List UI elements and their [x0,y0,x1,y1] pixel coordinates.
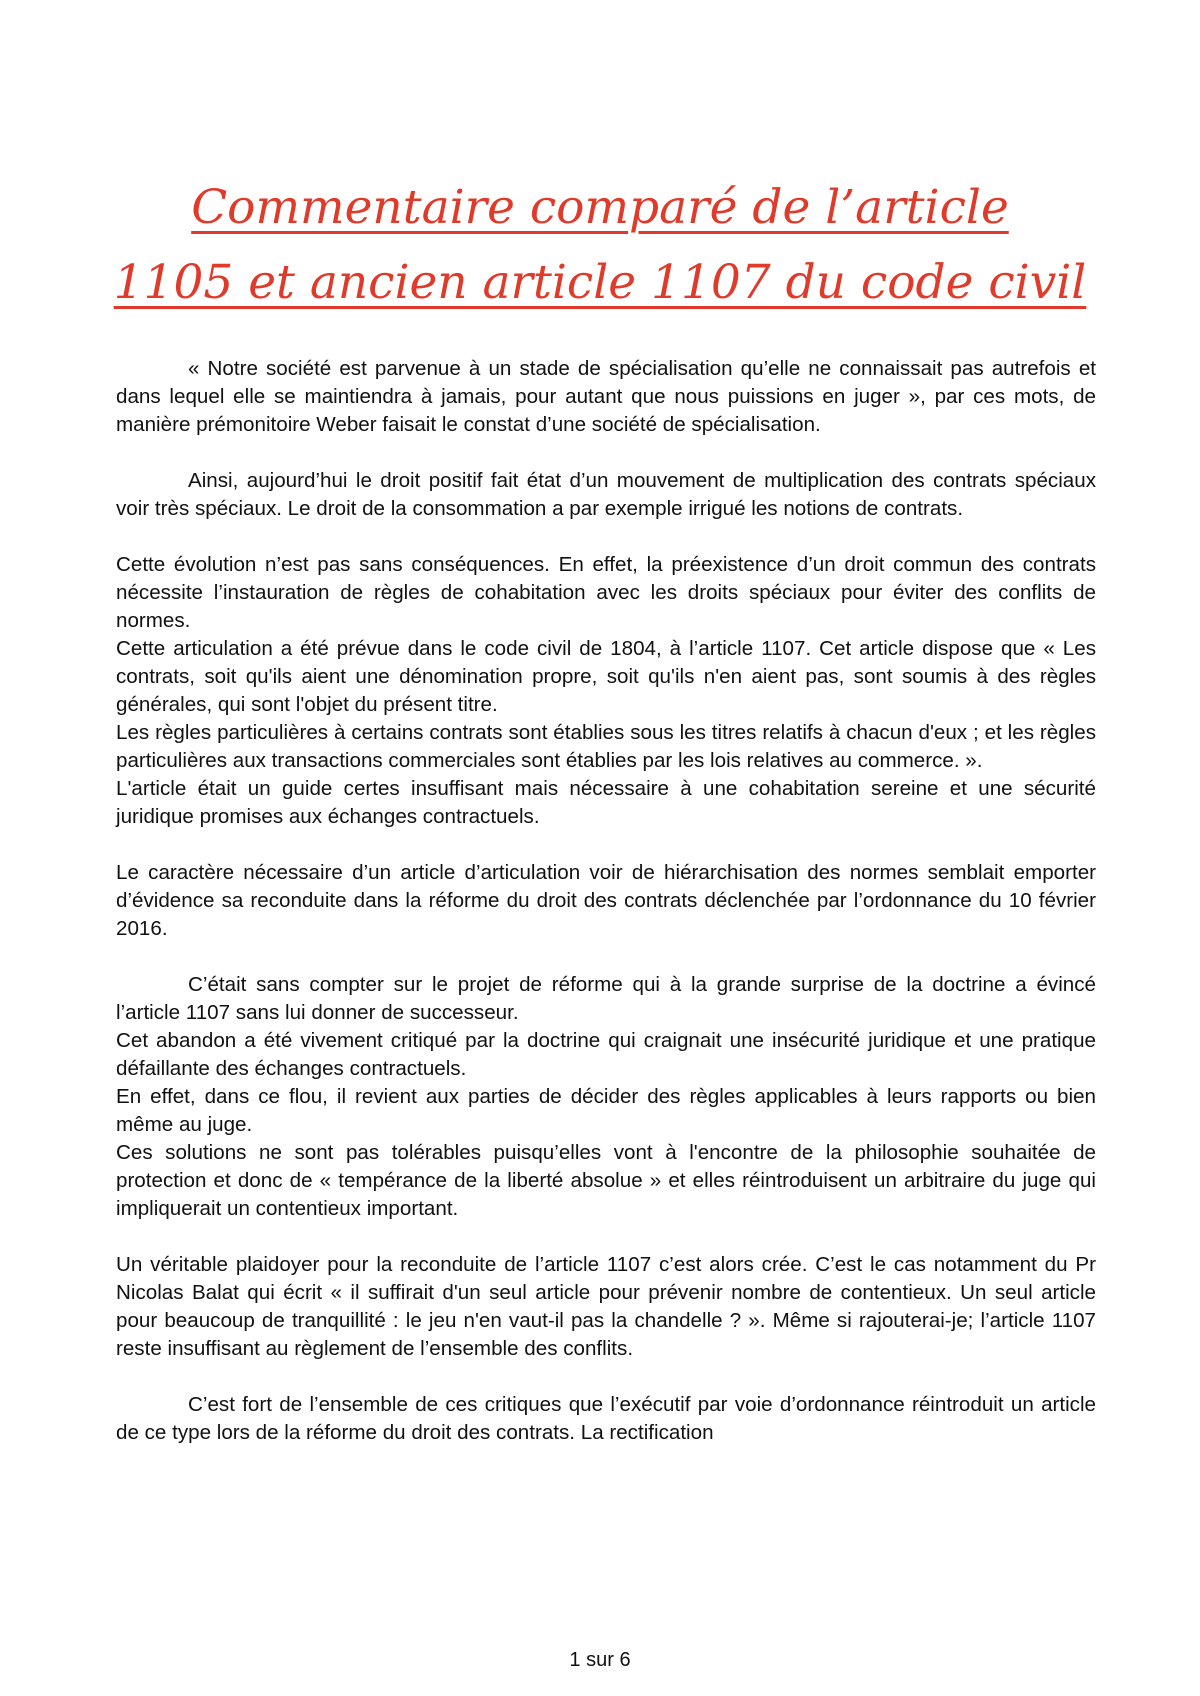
paragraph-evolution: Cette évolution n’est pas sans conséquences. En effet, la préexistence d’un droit commun des contrats nécessite l’instauration de règles de cohabitation avec les droits spéciaux pour éviter des conflits de normes. [116,553,1096,632]
title-line-1: Commentaire comparé de l’article [191,180,1009,235]
paragraph-articulation-1804: Cette articulation a été prévue dans le code civil de 1804, à l’article 1107. Cet article dispose que « Les contrats, soit qu'ils aient une dénomination propre, soit qu'ils n'en aient pas, sont soumis à des règles générales, qui sont l'objet du présent titre. [116,637,1096,716]
page-number: 1 sur 6 [569,1649,631,1671]
paragraph-special-rules: Les règles particulières à certains contrats sont établies sous les titres relatifs à chacun d'eux ; et les règles particulières aux transactions commerciales sont établies par les lois relatives au commerce. ». [116,721,1096,772]
paragraph-guide: L'article était un guide certes insuffisant mais nécessaire à une cohabitation sereine et une sécurité juridique promises aux échanges contractuels. [116,777,1096,828]
paragraph-intro-quote: « Notre société est parvenue à un stade de spécialisation qu’elle ne connaissait pas autrefois et dans lequel elle se maintiendra à jamais, pour autant que nous puissions en juger », par ces mots, de manière prémonitoire Weber faisait le constat d’une société de spécialisation. [116,357,1096,436]
paragraph-criticism: Cet abandon a été vivement critiqué par la doctrine qui craignait une insécurité juridique et une pratique défaillante des échanges contractuels. [116,1029,1096,1080]
paragraph-uncertainty: En effet, dans ce flou, il revient aux parties de décider des règles applicables à leurs rapports ou bien même au juge. [116,1085,1096,1136]
title-line-2: 1105 et ancien article 1107 du code civil [113,255,1087,310]
paragraph-positive-law: Ainsi, aujourd’hui le droit positif fait état d’un mouvement de multiplication des contrats spéciaux voir très spéciaux. Le droit de la consommation a par exemple irrigué les notions de contrats. [116,469,1096,520]
document-title [100,170,1100,320]
document-body [116,355,1096,1447]
paragraph-necessary-character: Le caractère nécessaire d’un article d’articulation voir de hiérarchisation des normes semblait emporter d’évidence sa reconduite dans la réforme du droit des contrats déclenchée par l’ordonnance du 10 février 2016. [116,861,1096,940]
paragraph-reform-project: C’était sans compter sur le projet de réforme qui à la grande surprise de la doctrine a évincé l’article 1107 sans lui donner de successeur. [116,973,1096,1024]
paragraph-solutions: Ces solutions ne sont pas tolérables puisqu’elles vont à l'encontre de la philosophie souhaitée de protection et donc de « tempérance de la liberté absolue » et elles réintroduisent un arbitraire du juge qui impliquerait un contentieux important. [116,1141,1096,1220]
paragraph-plea: Un véritable plaidoyer pour la reconduite de l’article 1107 c’est alors crée. C’est le cas notamment du Pr Nicolas Balat qui écrit « il suffirait d'un seul article pour prévenir nombre de contentieux. Un seul article pour beaucoup de tranquillité : le jeu n'en vaut-il pas la chandelle ? ». Même si rajouterai-je; l’article 1107 reste insuffisant au règlement de l’ensemble des conflits. [116,1253,1096,1360]
paragraph-executive: C’est fort de l’ensemble de ces critiques que l’exécutif par voie d’ordonnance réintroduit un article de ce type lors de la réforme du droit des contrats. La rectification [116,1393,1096,1444]
